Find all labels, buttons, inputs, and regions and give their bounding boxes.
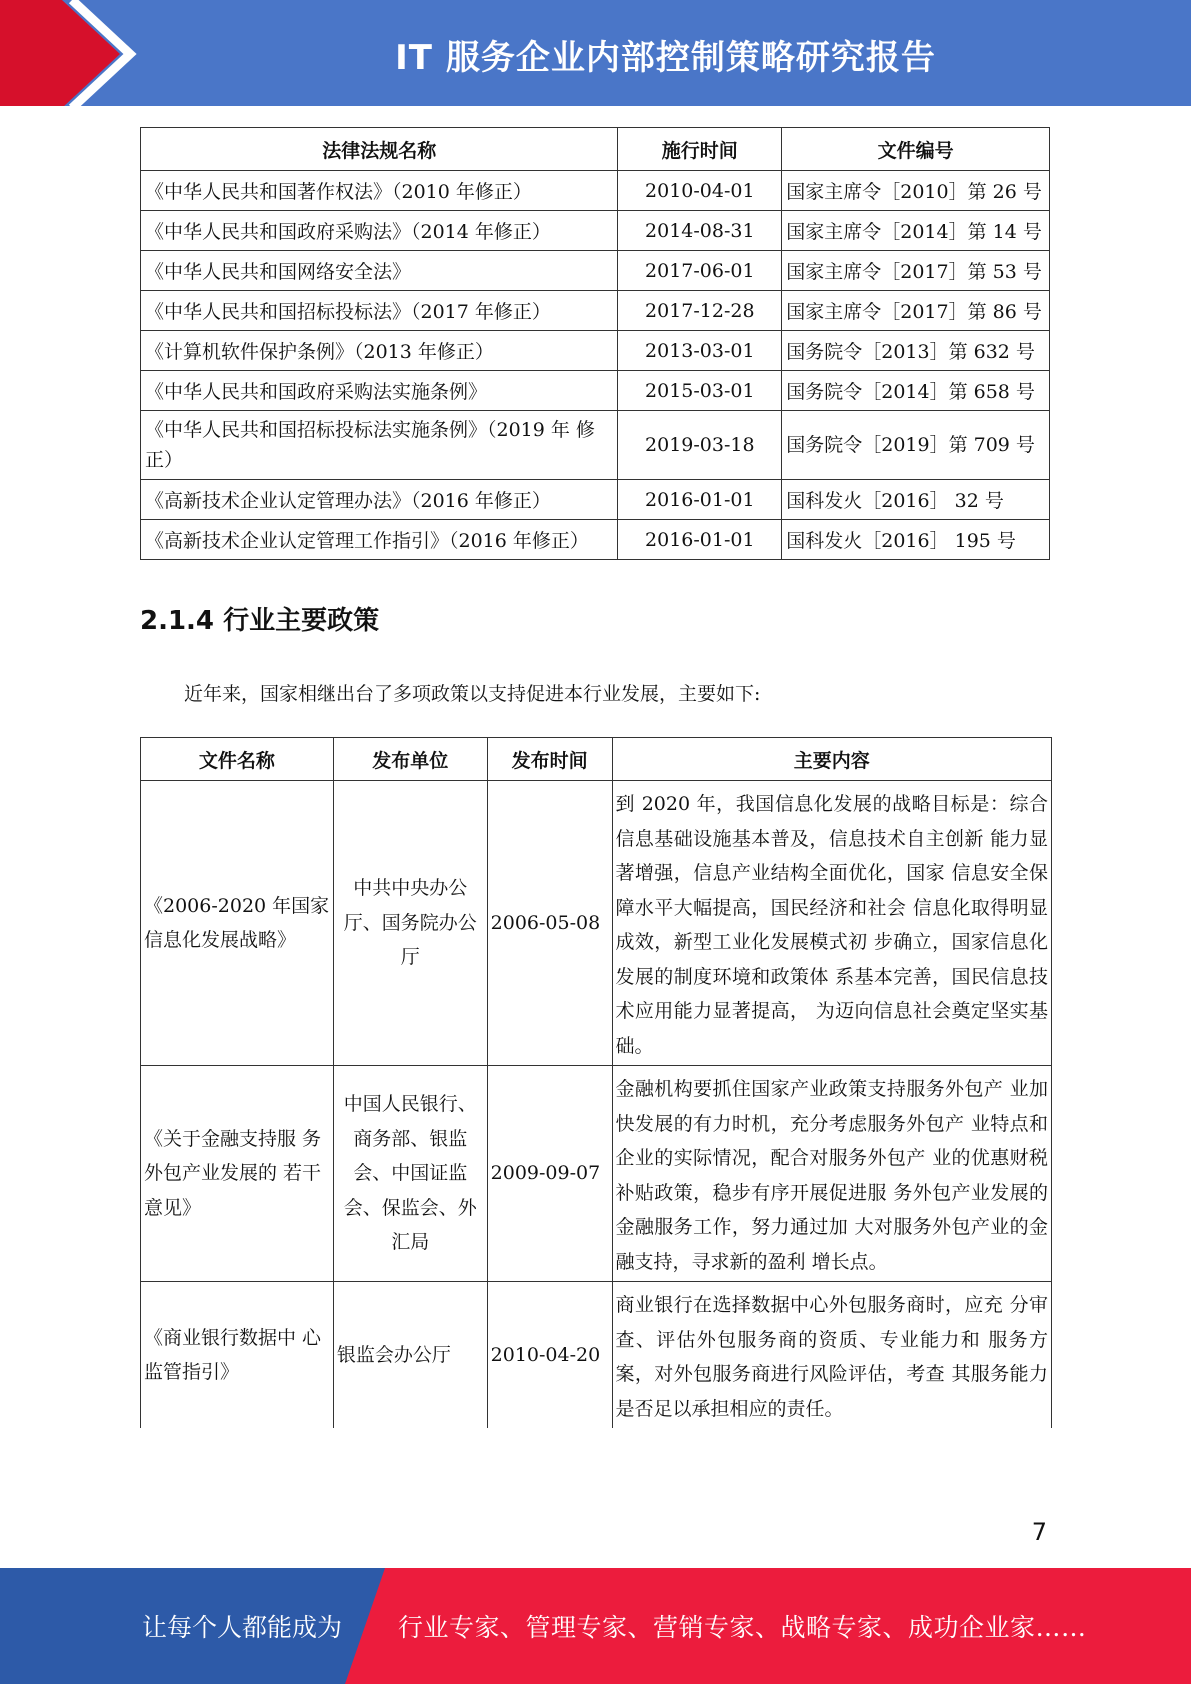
table-row (141, 480, 1050, 520)
issuing-unit: 中共中央办公厅、国务院办公厅 (333, 781, 487, 1066)
effective-date: 2017-12-28 (618, 291, 782, 331)
document-number: 国家主席令［2010］第 26 号 (782, 171, 1050, 211)
policy-content: 金融机构要抓住国家产业政策支持服务外包产 业加快发展的有力时机，充分考虑服务外包产 业特点和企业的实际情况，配合对服务外包产 业的优惠财税补贴政策，稳步有序开展促进服 务外包产业发展的金融服务工作，努力通过加 大对服务外包产业的金融支持，寻求新的盈利 增长点。 (612, 1066, 1051, 1282)
effective-date: 2010-04-01 (618, 171, 782, 211)
policy-content: 到 2020 年，我国信息化发展的战略目标是：综合信息基础设施基本普及，信息技术自主创新 能力显著增强，信息产业结构全面优化，国家 信息安全保障水平大幅提高，国民经济和社会 信息化取得明显成效，新型工业化发展模式初 步确立，国家信息化发展的制度环境和政策体 系基本完善，国民信息技术应用能力显著提高， 为迈向信息社会奠定坚实基础。 (612, 781, 1051, 1066)
document-number: 国家主席令［2017］第 86 号 (782, 291, 1050, 331)
column-header: 文件名称 (141, 738, 334, 781)
issuing-unit: 中国人民银行、商务部、银监会、中国证监会、保监会、外汇局 (333, 1066, 487, 1282)
law-name: 《中华人民共和国招标投标法》（2017 年修正） (141, 291, 618, 331)
section-heading: 2.1.4 行业主要政策 (140, 606, 380, 636)
laws-table (140, 127, 1050, 560)
document-number: 国家主席令［2014］第 14 号 (782, 211, 1050, 251)
law-name: 《中华人民共和国政府采购法实施条例》 (141, 371, 618, 411)
table-row (141, 1282, 1052, 1429)
document-number: 国务院令［2014］第 658 号 (782, 371, 1050, 411)
law-name: 《计算机软件保护条例》（2013 年修正） (141, 331, 618, 371)
effective-date: 2014-08-31 (618, 211, 782, 251)
effective-date: 2016-01-01 (618, 520, 782, 560)
footer-slogan-right: 行业专家、管理专家、营销专家、战略专家、成功企业家…… (398, 1613, 1087, 1642)
table-row (141, 171, 1050, 211)
report-title: IT 服务企业内部控制策略研究报告 (395, 37, 936, 78)
policy-content: 商业银行在选择数据中心外包服务商时，应充 分审查、评估外包服务商的资质、专业能力和 服务方案，对外包服务商进行风险评估，考查 其服务能力是否足以承担相应的责任。 (612, 1282, 1051, 1429)
document-number: 国家主席令［2017］第 53 号 (782, 251, 1050, 291)
effective-date: 2016-01-01 (618, 480, 782, 520)
table-row (141, 251, 1050, 291)
table-row (141, 411, 1050, 480)
policy-name: 《关于金融支持服 务外包产业发展的 若干意见》 (141, 1066, 334, 1282)
law-name: 《中华人民共和国招标投标法实施条例》（2019 年 修正） (141, 411, 618, 480)
law-name: 《高新技术企业认定管理工作指引》（2016 年修正） (141, 520, 618, 560)
page-number: 7 (1031, 1518, 1047, 1546)
effective-date: 2013-03-01 (618, 331, 782, 371)
column-header: 施行时间 (618, 128, 782, 171)
column-header: 法律法规名称 (141, 128, 618, 171)
policy-table (140, 737, 1052, 1428)
footer-slogan-left: 让每个人都能成为 (142, 1613, 343, 1642)
table-row (141, 331, 1050, 371)
page-header (0, 0, 1191, 110)
document-number: 国务院令［2013］第 632 号 (782, 331, 1050, 371)
column-header: 主要内容 (612, 738, 1051, 781)
issue-date: 2006-05-08 (487, 781, 612, 1066)
law-name: 《中华人民共和国网络安全法》 (141, 251, 618, 291)
policy-name: 《商业银行数据中 心监管指引》 (141, 1282, 334, 1429)
column-header: 发布单位 (333, 738, 487, 781)
intro-paragraph: 近年来，国家相继出台了多项政策以支持促进本行业发展，主要如下: (184, 683, 761, 705)
table-row (141, 520, 1050, 560)
table-row (141, 371, 1050, 411)
law-name: 《中华人民共和国著作权法》（2010 年修正） (141, 171, 618, 211)
table-row (141, 1066, 1052, 1282)
document-number: 国务院令［2019］第 709 号 (782, 411, 1050, 480)
issue-date: 2010-04-20 (487, 1282, 612, 1429)
document-number: 国科发火［2016］ 32 号 (782, 480, 1050, 520)
page-footer (0, 1568, 1191, 1684)
law-name: 《中华人民共和国政府采购法》（2014 年修正） (141, 211, 618, 251)
column-header: 文件编号 (782, 128, 1050, 171)
issue-date: 2009-09-07 (487, 1066, 612, 1282)
law-name: 《高新技术企业认定管理办法》（2016 年修正） (141, 480, 618, 520)
table-row (141, 291, 1050, 331)
effective-date: 2015-03-01 (618, 371, 782, 411)
table-header-row (141, 738, 1052, 781)
policy-name: 《2006-2020 年国家信息化发展战略》 (141, 781, 334, 1066)
effective-date: 2019-03-18 (618, 411, 782, 480)
issuing-unit: 银监会办公厅 (333, 1282, 487, 1429)
table-row (141, 781, 1052, 1066)
column-header: 发布时间 (487, 738, 612, 781)
document-number: 国科发火［2016］ 195 号 (782, 520, 1050, 560)
table-header-row (141, 128, 1050, 171)
table-row (141, 211, 1050, 251)
effective-date: 2017-06-01 (618, 251, 782, 291)
